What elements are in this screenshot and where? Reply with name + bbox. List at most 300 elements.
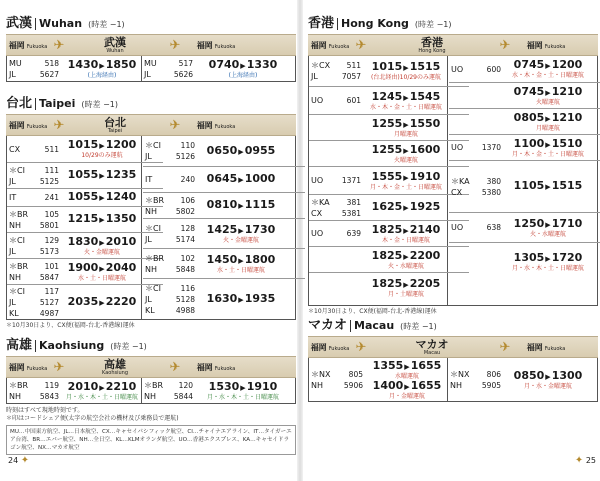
flight-number: 1370: [481, 143, 501, 152]
carrier-code: NH: [311, 381, 323, 390]
departure-time: 1255: [371, 142, 403, 156]
hongkong-from-jp: 福岡: [310, 40, 327, 50]
arrival-time: 2140: [409, 222, 441, 236]
flight-note: 火曜運航: [535, 98, 560, 106]
flight-note: 水・土・日曜運航: [216, 266, 265, 274]
table-row: 1825▶2200 火・水曜運航: [309, 246, 469, 272]
flight-number: 5802: [175, 206, 195, 216]
carrier-code: UO: [311, 96, 324, 105]
flight-note: 月・水・木・土・日曜運航: [206, 394, 279, 401]
table-row: ＊KA CX 381 5381 1625▶1925: [309, 194, 469, 220]
wuhan-back-en: Fukuoka: [214, 43, 236, 50]
flight-number: 240: [180, 175, 195, 184]
table-row: CX 511 1015▶1200 10/29のみ運航: [9, 138, 137, 159]
flight-note: 火・水曜運航: [387, 262, 424, 270]
flight-note: 火・金曜運航: [222, 236, 259, 244]
table-row: MU JL 518 5627 1430▶1850 (上海経由) MU JL 517 5626 0740▶1330 (上海経由): [9, 58, 278, 79]
arrival-time: 1515: [551, 179, 583, 192]
taipei-back-en: Fukuoka: [214, 123, 236, 130]
table-row: 1305▶1720 月・水・木・土・日曜運航: [449, 242, 600, 280]
departure-time: 1015: [67, 138, 99, 151]
arrival-time: 1925: [409, 200, 441, 213]
flight-number: 241: [44, 193, 59, 202]
macau-from-jp: 福岡: [310, 342, 327, 352]
flight-number: 518: [44, 59, 59, 68]
departure-time: 1830: [67, 234, 99, 248]
flight-note: 水・木・金・土・日曜運航: [369, 103, 442, 111]
departure-time: 0805: [513, 110, 545, 124]
kaohsiung-title-en: Kaohsiung: [39, 339, 105, 352]
arrival-time: 1510: [551, 136, 583, 150]
taipei-title-en: Taipei: [39, 97, 76, 110]
flight-number: 129: [44, 235, 59, 245]
arrival-time: 1300: [551, 369, 583, 382]
wuhan-route-band: [6, 34, 296, 56]
flight-number: 5844: [173, 392, 193, 401]
plane-icon: ✈: [169, 37, 181, 53]
macau-back-en: Fukuoka: [544, 345, 566, 352]
wuhan-time-diff: (時差 −1): [88, 20, 125, 29]
flight-number: 806: [486, 370, 501, 379]
carrier-code: NH: [144, 392, 156, 401]
table-row: UO 600 0745▶1200 水・木・金・土・日曜運航: [451, 58, 584, 79]
airline-key: MU…中国東方航空、JL…日本航空、CX…キャセイパシフィック航空、CI…チャイナエアライン、IT…タイガーエア台湾、BR…エバー航空、NH…全日空、KL…KLMオランダ航空、UO…香港エクスプレス、KA…キャセイドラゴン航空、NX…マカオ航空: [6, 425, 296, 455]
carrier-code: IT: [9, 193, 17, 202]
carrier-code: ＊BR: [9, 261, 29, 271]
plane-icon: ✈: [355, 37, 367, 53]
departure-time: 1100: [513, 136, 545, 150]
arrival-time: 1550: [409, 116, 441, 130]
kaohsiung-timetable: [6, 378, 296, 404]
departure-time: 1105: [513, 179, 545, 192]
flight-note: 水・木・金・土・日曜運航: [511, 72, 584, 79]
flight-number: 5128: [175, 295, 195, 304]
departure-time: 0650: [206, 143, 238, 157]
table-row: ＊BR NH 106 5802 0810▶1115: [143, 192, 305, 218]
table-row: ＊BR NH 105 5801 1215▶1350: [7, 206, 163, 232]
hongkong-to-jp: 香港: [421, 35, 443, 49]
carrier-code: IT: [145, 175, 153, 184]
wuhan-timetable: [6, 56, 296, 82]
flight-number: 5173: [39, 246, 59, 256]
table-row: ＊CI JL 129 5173 1830▶2010 火・金曜運航: [7, 232, 163, 258]
arrival-time: 1235: [105, 168, 137, 181]
departure-time: 1825: [371, 222, 403, 236]
carrier-code: ＊KA: [451, 176, 470, 186]
hongkong-title-jp: 香港: [308, 16, 335, 31]
carrier-code: KL: [145, 306, 155, 315]
hongkong-route-band: [308, 34, 598, 56]
departure-time: 0810: [206, 198, 238, 211]
taipei-timetable: [6, 136, 296, 320]
flight-number: 639: [346, 229, 361, 238]
table-row: ＊CI JL KL 117 5127 4987 2035▶2220: [7, 284, 163, 320]
carrier-code: JL: [9, 176, 16, 186]
arrival-time: 2205: [409, 276, 441, 290]
plane-icon: ✈: [499, 37, 511, 53]
codeshare-note: ＊印はコードシェア便(太字の航空会社の機材及び乗務員で運航): [6, 415, 179, 422]
arrival-time: 0955: [244, 143, 276, 157]
carrier-code: ＊CI: [145, 223, 161, 233]
arrival-time: 1935: [244, 292, 276, 305]
carrier-code: UO: [451, 143, 464, 152]
departure-time: 1825: [371, 276, 403, 290]
departure-time: 1255: [371, 116, 403, 130]
flight-number: 106: [180, 195, 195, 205]
carrier-code: NH: [9, 220, 21, 230]
table-row: UO 1371 1555▶1910 月・木・金・土・日曜運航: [309, 166, 469, 194]
table-row: 1255▶1600 火曜運航: [309, 140, 469, 166]
arrival-time: 1115: [244, 198, 276, 211]
sun-icon: ✦: [20, 455, 30, 466]
taipei-route-band: [6, 114, 296, 136]
taipei-time-diff: (時差 −1): [81, 100, 118, 109]
departure-time: 1555: [371, 169, 403, 183]
departure-time: 0745: [513, 84, 545, 98]
departure-time: 0645: [206, 172, 238, 185]
carrier-code: UO: [311, 176, 324, 185]
hongkong-timetable: [308, 56, 598, 306]
arrival-time: 1720: [551, 250, 583, 264]
table-row: ＊BR NH 119 5843 2010▶2210 月・水・木・土・日曜運航 ＊BR NH 120 5844 1530▶1910 月・水・木・土・日曜運航: [9, 380, 279, 401]
flight-note: 木・金・日曜運航: [381, 236, 430, 244]
flight-note: 火曜運航: [393, 156, 418, 164]
flight-note: 月・土曜運航: [387, 290, 424, 298]
arrival-time: 1600: [409, 142, 441, 156]
wuhan-to-jp: 武漢: [104, 35, 126, 49]
plane-icon: ✈: [53, 359, 65, 375]
arrival-time: 1850: [105, 58, 137, 71]
carrier-code: ＊CI: [9, 165, 25, 175]
flight-number: 5626: [173, 70, 193, 79]
carrier-code: KL: [9, 309, 19, 318]
carrier-code: ＊CX: [311, 61, 331, 70]
flight-number: 5381: [341, 208, 361, 218]
arrival-time: 1730: [244, 222, 276, 236]
macau-timetable: [308, 358, 598, 402]
flight-number: 638: [486, 223, 501, 232]
hongkong-title-en: Hong Kong: [341, 17, 409, 30]
carrier-code: JL: [144, 70, 151, 79]
arrival-time: 1910: [409, 169, 441, 183]
flight-number: 110: [180, 141, 195, 150]
flight-note: 水曜運航: [394, 373, 419, 380]
arrival-time: 1210: [551, 84, 583, 98]
table-row: UO 638 1250▶1710 火・水曜運航: [449, 212, 600, 242]
table-row: UO 601 1245▶1545 水・木・金・土・日曜運航: [309, 86, 469, 114]
right-page: [308, 8, 598, 474]
hongkong-from-en: Fukuoka: [328, 43, 350, 50]
wuhan-back-jp: 福岡: [196, 40, 213, 50]
kaohsiung-header: [6, 338, 296, 354]
kaohsiung-back-jp: 福岡: [196, 362, 213, 372]
carrier-code: BR: [152, 381, 164, 390]
flight-number: 116: [180, 284, 195, 293]
flight-number: 1371: [341, 176, 361, 185]
flight-note: 月曜運航: [393, 130, 418, 138]
flight-note: 10/29のみ運航: [81, 152, 123, 159]
flight-note: (台北経由)10/29のみ運航: [371, 74, 441, 81]
kaohsiung-back-en: Fukuoka: [214, 365, 236, 372]
table-row: ＊CI JL 110 5126 0650▶0955: [145, 141, 276, 161]
carrier-code: ＊KA: [311, 197, 330, 207]
arrival-time: 1655: [410, 379, 442, 392]
departure-time: 1425: [206, 222, 238, 236]
carrier-code: JL: [145, 295, 152, 304]
arrival-time: 2010: [105, 234, 137, 248]
carrier-code: ＊BR: [145, 253, 165, 263]
taipei-footnote: ＊10月30日より、CX便(福岡-台北-香港線)運休: [6, 322, 135, 329]
carrier-code: JL: [145, 234, 152, 244]
departure-time: 1530: [208, 380, 240, 393]
arrival-time: 1000: [244, 172, 276, 185]
hongkong-to-en: Hong Kong: [418, 47, 446, 54]
table-row: ＊CI JL 128 5174 1425▶1730 火・金曜運航: [143, 218, 305, 248]
table-row: ＊CI JL KL 116 5128 4988 1630▶1935: [143, 278, 305, 320]
departure-time: 0740: [208, 58, 240, 71]
hongkong-footnote: ＊10月30日より、CX便(福岡-台北-香港線)運休: [308, 308, 437, 315]
carrier-code: JL: [9, 70, 16, 79]
arrival-time: 1330: [246, 58, 278, 71]
flight-note: 月・水・金曜運航: [523, 383, 572, 390]
flight-note: 水・土・日曜運航: [77, 274, 126, 282]
macau-route-band: [308, 336, 598, 358]
flight-number: 600: [486, 64, 501, 74]
departure-time: 1055: [67, 168, 99, 181]
flight-number: 105: [44, 209, 59, 219]
wuhan-from-jp: 福岡: [8, 40, 25, 50]
hongkong-section: [308, 16, 598, 316]
table-row: ＊BR NH 101 5847 1900▶2040 水・土・日曜運航: [7, 258, 163, 284]
table-row: 0805▶1210 月曜運航: [449, 108, 600, 134]
macau-header: [308, 318, 598, 334]
departure-time: 1400: [372, 379, 404, 392]
macau-title-jp: マカオ: [308, 318, 348, 333]
flight-number: 5905: [481, 381, 501, 390]
carrier-code: BR: [17, 381, 29, 390]
table-row: IT 241 1055▶1240: [7, 188, 163, 206]
departure-time: 1825: [371, 248, 403, 262]
flight-note: 月・金曜運航: [388, 393, 425, 400]
arrival-time: 1200: [551, 58, 583, 71]
carrier-code: MU: [9, 59, 22, 68]
departure-time: 1215: [67, 212, 99, 225]
table-row: 1255▶1550 月曜運航: [309, 114, 469, 140]
departure-time: 1250: [513, 216, 545, 230]
departure-time: 1900: [67, 260, 99, 274]
hongkong-time-diff: (時差 −1): [414, 20, 452, 29]
flight-number: 5847: [39, 272, 59, 282]
departure-time: 1430: [67, 58, 99, 71]
hongkong-header: [308, 16, 598, 32]
hongkong-back-en: Fukuoka: [544, 43, 566, 50]
arrival-time: 2220: [105, 295, 137, 308]
flight-note: 火・金曜運航: [83, 248, 120, 256]
kaohsiung-route-band: [6, 356, 296, 378]
page-number-right: ✦ 25: [574, 455, 596, 466]
flight-number: 120: [178, 381, 193, 390]
wuhan-to-en: Wuhan: [106, 47, 124, 54]
carrier-code: CX: [451, 187, 463, 197]
taipei-from-jp: 福岡: [8, 120, 25, 130]
table-row: ＊NX NH 805 5906 1355▶1655 水曜運航 1400▶1655 月・金曜運航 ＊NX NH 806 5905 0850▶1300 月・水・金曜運航: [311, 359, 583, 400]
table-row: IT 240 0645▶1000: [143, 166, 305, 192]
flight-number: 381: [346, 197, 361, 207]
flight-number: 5843: [39, 392, 59, 401]
macau-from-en: Fukuoka: [328, 345, 350, 352]
carrier-code: ＊CI: [145, 284, 161, 293]
wuhan-section: [6, 16, 296, 82]
flight-number: 5801: [39, 220, 59, 230]
departure-time: 1625: [371, 200, 403, 213]
flight-note: 月・水・木・土・日曜運航: [511, 264, 584, 272]
flight-number: 5906: [343, 381, 363, 390]
flight-number: 511: [44, 144, 59, 154]
departure-time: 1450: [206, 252, 238, 266]
flight-note: 火・水曜運航: [529, 230, 566, 238]
carrier-code: ＊CI: [9, 235, 25, 245]
carrier-code: UO: [311, 229, 324, 238]
arrival-time: 1710: [551, 216, 583, 230]
flight-number: 117: [44, 287, 59, 296]
flight-note: (上海経由): [87, 72, 117, 79]
flight-number: 5380: [481, 187, 501, 197]
plane-icon: ✈: [53, 117, 65, 133]
carrier-code: CX: [311, 208, 323, 218]
table-row: ＊KA CX 380 5380 1105▶1515: [449, 160, 600, 212]
plane-icon: ✈: [169, 117, 181, 133]
sun-icon: ✦: [574, 455, 584, 466]
flight-number: 102: [180, 253, 195, 263]
carrier-code: ＊BR: [9, 209, 29, 219]
plane-icon: ✈: [355, 339, 367, 355]
carrier-code: JL: [9, 246, 16, 256]
carrier-code: JL: [145, 152, 152, 161]
hongkong-back-jp: 福岡: [526, 40, 543, 50]
taipei-back-jp: 福岡: [196, 120, 213, 130]
carrier-code: MU: [144, 59, 157, 68]
wuhan-from-en: Fukuoka: [26, 43, 48, 50]
taipei-section: [6, 96, 296, 330]
arrival-time: 1545: [409, 89, 441, 103]
flight-number: 380: [486, 176, 501, 186]
wuhan-title-jp: 武漢: [6, 16, 33, 31]
flight-note: (上海経由): [228, 72, 258, 79]
arrival-time: 1240: [105, 190, 137, 203]
departure-time: 2035: [67, 295, 99, 308]
carrier-code: JL: [311, 72, 318, 81]
table-row: ＊BR NH 102 5848 1450▶1800 水・土・日曜運航: [143, 248, 305, 278]
kaohsiung-time-diff: (時差 −1): [110, 342, 147, 351]
macau-section: [308, 318, 598, 402]
table-row: 0745▶1210 火曜運航: [449, 82, 600, 108]
carrier-code: ＊BR: [145, 195, 165, 205]
flight-number: 5126: [175, 152, 195, 161]
flight-note: 月曜運航: [535, 124, 560, 132]
arrival-time: 2200: [409, 248, 441, 262]
wuhan-title-en: Wuhan: [39, 17, 83, 30]
table-row: ＊CI JL 111 5125 1055▶1235: [7, 162, 163, 188]
macau-time-diff: (時差 −1): [400, 322, 437, 331]
arrival-time: 1350: [105, 212, 137, 225]
arrival-time: 1655: [410, 359, 442, 372]
flight-number: 5627: [39, 70, 59, 79]
plane-icon: ✈: [169, 359, 181, 375]
departure-time: 1055: [67, 190, 99, 203]
taipei-to-jp: 台北: [104, 115, 126, 129]
flight-number: 517: [178, 59, 193, 68]
kaohsiung-section: [6, 338, 296, 455]
carrier-code: NH: [145, 264, 157, 274]
taipei-from-en: Fukuoka: [26, 123, 48, 130]
flight-number: 805: [348, 370, 363, 379]
flight-number: 111: [44, 165, 59, 175]
arrival-time: 1515: [409, 60, 441, 73]
arrival-time: 1910: [246, 380, 278, 393]
carrier-code: NX: [458, 370, 470, 379]
carrier-code: NH: [145, 206, 157, 216]
left-page: [6, 8, 296, 474]
carrier-code: ＊CI: [9, 287, 25, 296]
plane-icon: ✈: [53, 37, 65, 53]
carrier-code: NX: [319, 370, 331, 379]
taipei-to-en: Taipei: [107, 127, 123, 134]
arrival-time: 1200: [105, 138, 137, 151]
flight-number: 601: [346, 96, 361, 105]
macau-title-en: Macau: [354, 319, 395, 332]
carrier-code: UO: [451, 223, 464, 232]
flight-number: 5127: [39, 298, 59, 307]
carrier-code: NH: [450, 381, 462, 390]
flight-note: 月・水・木・土・日曜運航: [65, 394, 138, 401]
table-row: UO 1370 1100▶1510 月・木・金・土・日曜運航: [449, 134, 600, 160]
taipei-title-jp: 台北: [6, 96, 33, 111]
local-time-note: 時刻はすべて現地時刻です。: [6, 407, 84, 414]
taipei-header: [6, 96, 296, 112]
departure-time: 2010: [67, 380, 99, 393]
departure-time: 1305: [513, 250, 545, 264]
departure-time: 0745: [513, 58, 545, 71]
table-row: UO 639 1825▶2140 木・金・日曜運航: [309, 220, 469, 246]
arrival-time: 1210: [551, 110, 583, 124]
flight-number: 511: [346, 61, 361, 70]
kaohsiung-to-jp: 高雄: [104, 357, 126, 371]
flight-number: 5174: [175, 234, 195, 244]
departure-time: 1355: [372, 359, 404, 372]
flight-number: 128: [180, 223, 195, 233]
table-row: 1825▶2205 月・土曜運航: [309, 272, 469, 302]
flight-number: 5848: [175, 264, 195, 274]
carrier-code: JL: [9, 298, 16, 307]
carrier-code: ＊CI: [145, 141, 161, 150]
macau-back-jp: 福岡: [526, 342, 543, 352]
flight-number: 101: [44, 261, 59, 271]
kaohsiung-from-en: Fukuoka: [26, 365, 48, 372]
arrival-time: 2040: [105, 260, 137, 274]
flight-note: 月・木・金・土・日曜運航: [511, 150, 584, 158]
kaohsiung-from-jp: 福岡: [8, 362, 25, 372]
arrival-time: 2210: [105, 380, 137, 393]
carrier-code: NH: [9, 392, 21, 401]
flight-number: 5125: [39, 176, 59, 186]
carrier-code: NH: [9, 272, 21, 282]
kaohsiung-title-jp: 高雄: [6, 338, 33, 353]
plane-icon: ✈: [499, 339, 511, 355]
flight-number: 4988: [175, 306, 195, 315]
macau-to-en: Macau: [423, 349, 441, 356]
wuhan-header: [6, 16, 296, 32]
carrier-code: UO: [451, 64, 464, 74]
